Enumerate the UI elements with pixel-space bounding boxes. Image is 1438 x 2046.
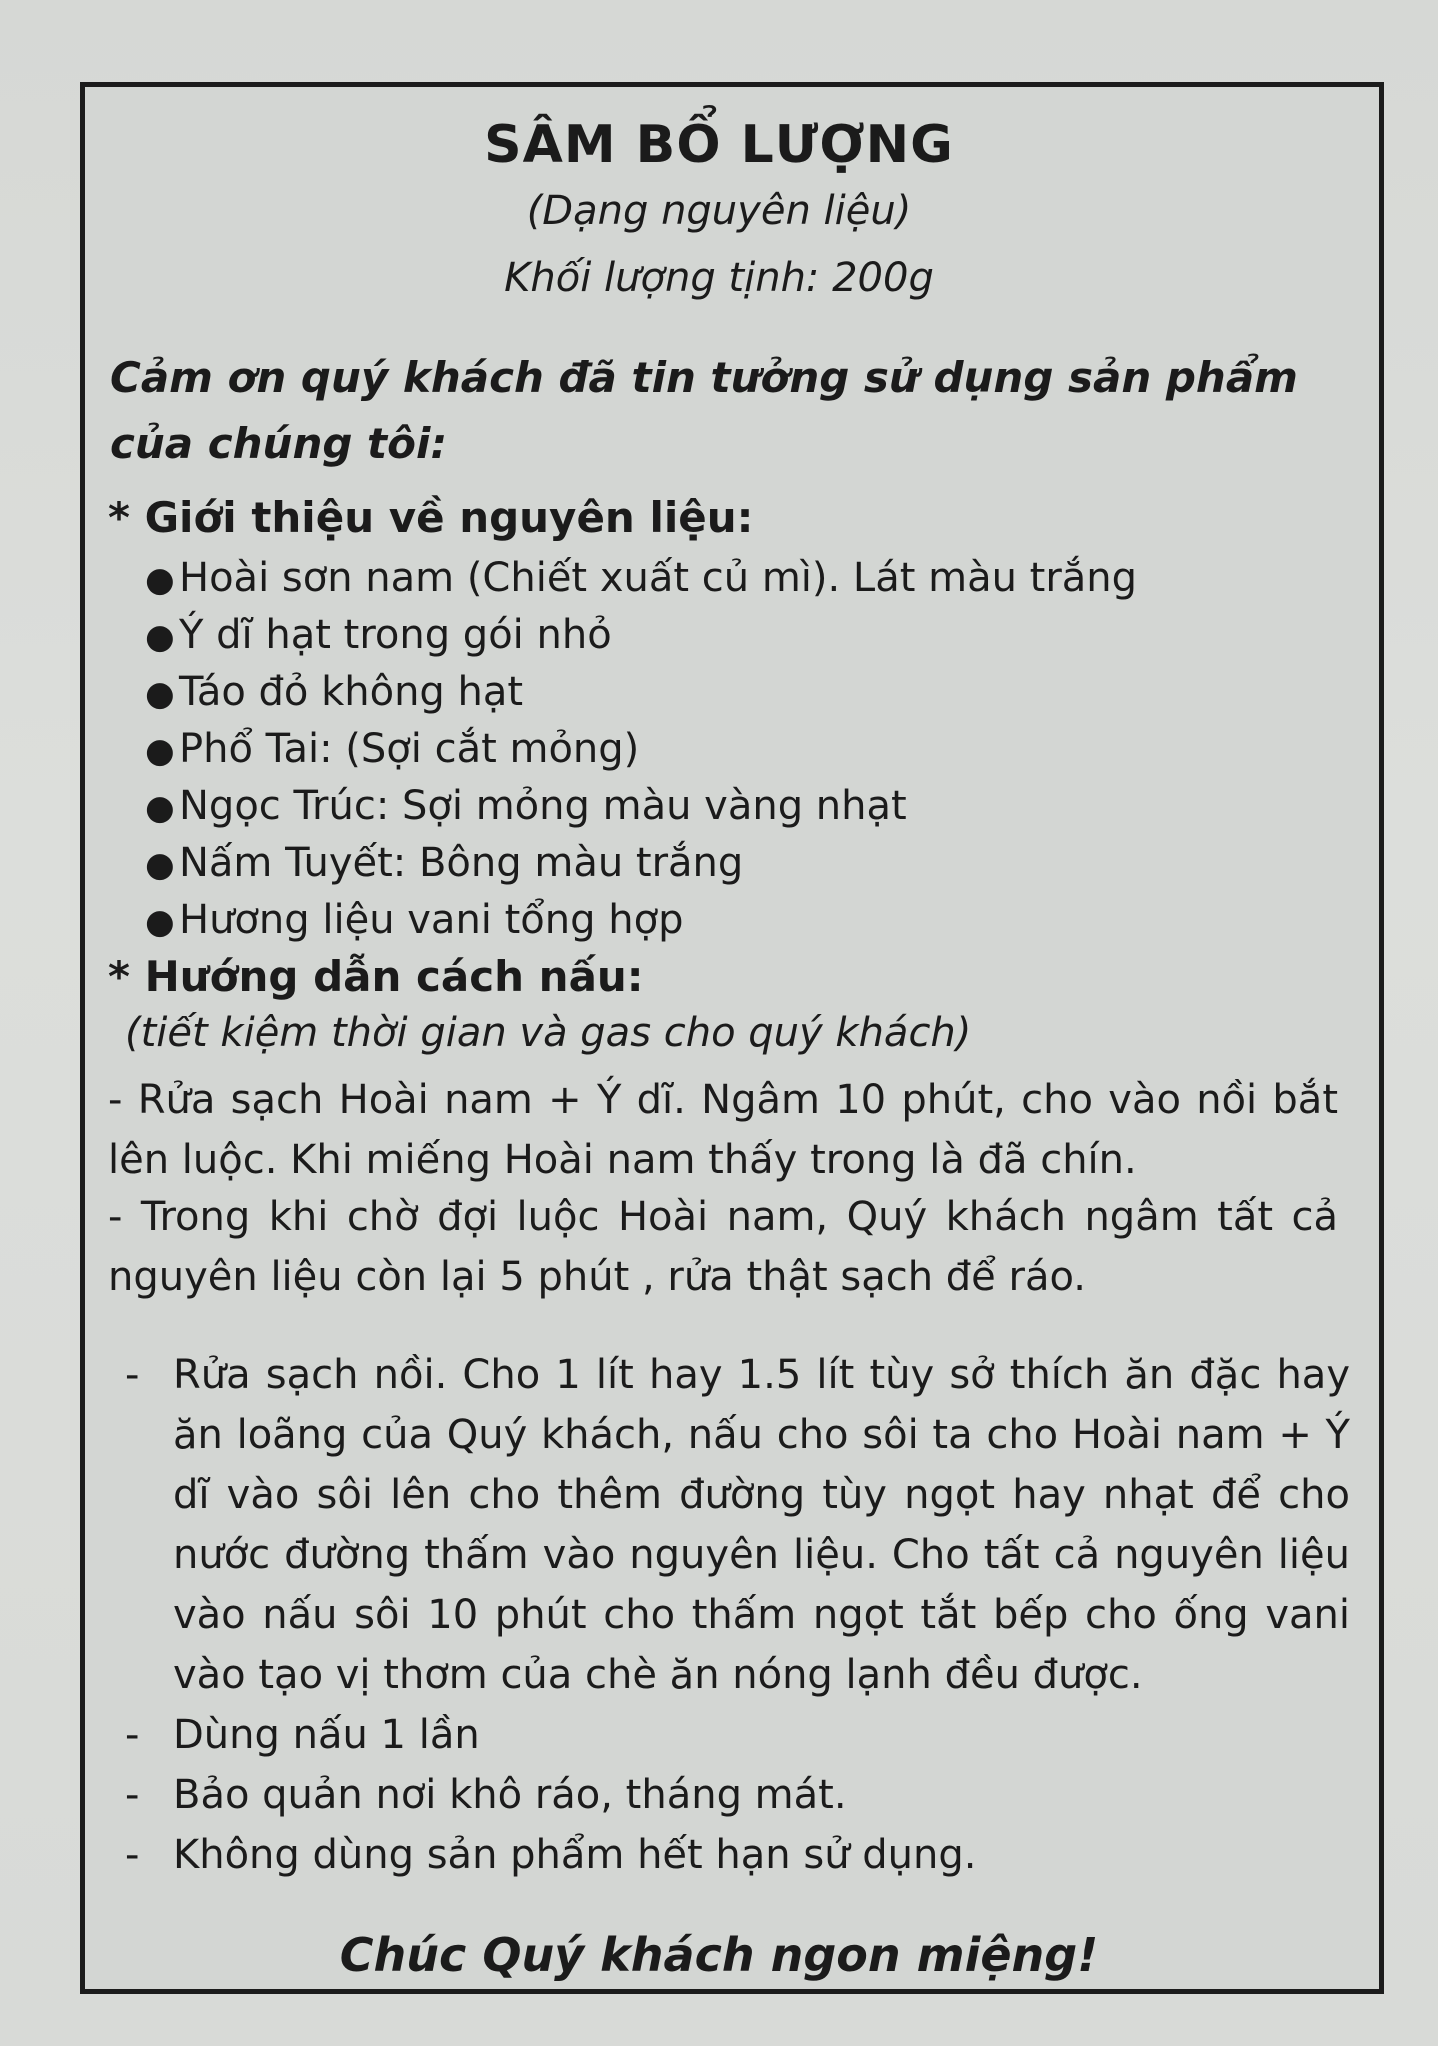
list-item: ● Nấm Tuyết: Bông màu trắng [145,836,1137,893]
list-item: - Dùng nấu 1 lần [125,1705,1350,1765]
list-item: ● Táo đỏ không hạt [145,665,1137,722]
product-title: SÂM BỔ LƯỢNG [484,115,954,175]
list-item: - Rửa sạch nồi. Cho 1 lít hay 1.5 lít tùy sở thích ăn đặc hay ăn loãng của Quý khách, nấu cho sôi ta cho Hoài nam + Ý dĩ vào sôi lên cho thêm đường tùy ngọt hay nhạt để cho nước đường thấm vào nguyên liệu. Cho tất cả nguyên liệu vào nấu sôi 10 phút cho thấm ngọt tắt bếp cho ống vani vào tạo vị thơm của chè ăn nóng lạnh đều được. [125,1345,1350,1705]
dash-icon: - [125,1832,140,1878]
list-item: - Bảo quản nơi khô ráo, tháng mát. [125,1765,1350,1825]
dash-icon: - [125,1712,140,1758]
cooking-guide-note: (tiết kiệm thời gian và gas cho quý khách) [125,1010,972,1056]
list-item: - Không dùng sản phẩm hết hạn sử dụng. [125,1825,1350,1885]
list-item: ● Hương liệu vani tổng hợp [145,893,1137,950]
cooking-guide-heading: * Hướng dẫn cách nấu: [108,952,644,1001]
list-item: ● Ý dĩ hạt trong gói nhỏ [145,608,1137,665]
product-subtitle: (Dạng nguyên liệu) [526,188,912,234]
cooking-steps-list [125,1345,1350,1885]
bullet-icon: ● [145,617,175,657]
list-item: ● Hoài sơn nam (Chiết xuất củ mì). Lát màu trắng [145,551,1137,608]
list-item: ● Ngọc Trúc: Sợi mỏng màu vàng nhạt [145,779,1137,836]
list-item: ● Phổ Tai: (Sợi cắt mỏng) [145,722,1137,779]
bullet-icon: ● [145,845,175,885]
closing-message: Chúc Quý khách ngon miệng! [339,1928,1099,1982]
ingredients-list [145,551,1137,950]
bullet-icon: ● [145,674,175,714]
thanks-message: Cảm ơn quý khách đã tin tưởng sử dụng sản phẩm của chúng tôi: [110,353,1298,468]
bullet-icon: ● [145,788,175,828]
net-weight: Khối lượng tịnh: 200g [504,255,934,301]
instruction-paragraph: - Trong khi chờ đợi luộc Hoài nam, Quý khách ngâm tất cả nguyên liệu còn lại 5 phút , rửa thật sạch để ráo. [108,1194,1338,1300]
bullet-icon: ● [145,560,175,600]
bullet-icon: ● [145,902,175,942]
dash-icon: - [125,1352,140,1398]
ingredients-heading: * Giới thiệu về nguyên liệu: [108,493,754,542]
instruction-paragraph: - Rửa sạch Hoài nam + Ý dĩ. Ngâm 10 phút, cho vào nồi bắt lên luộc. Khi miếng Hoài nam thấy trong là đã chín. [108,1077,1338,1183]
dash-icon: - [125,1772,140,1818]
bullet-icon: ● [145,731,175,771]
